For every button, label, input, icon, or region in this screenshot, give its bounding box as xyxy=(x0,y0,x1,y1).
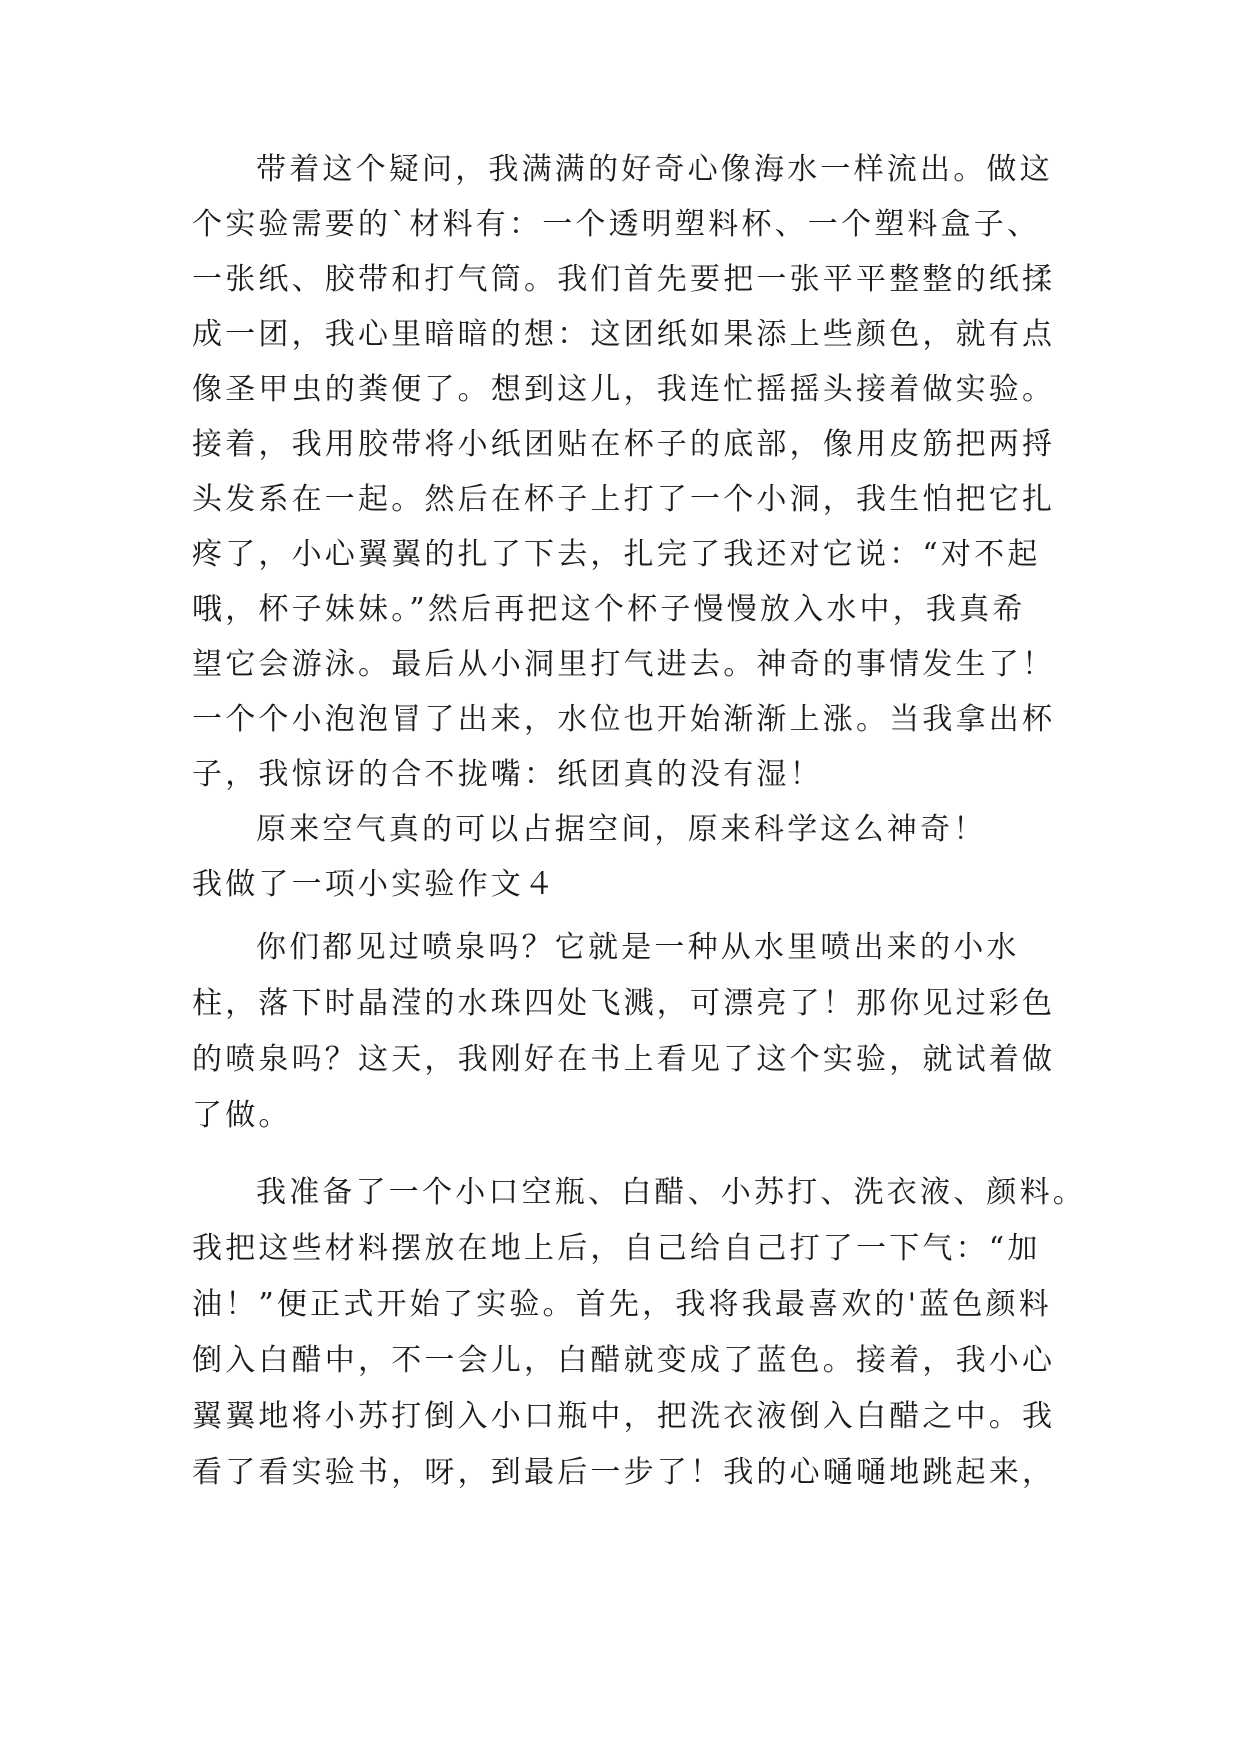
section-heading: 我做了一项小实验作文４ xyxy=(192,867,558,902)
text-line: 接着，我用胶带将小纸团贴在杯子的底部，像用皮筋把两捋 xyxy=(192,427,1056,462)
text-line: 的喷泉吗？这天，我刚好在书上看见了这个实验，就试着做 xyxy=(192,1042,1056,1077)
text-line: 一张纸、胶带和打气筒。我们首先要把一张平平整整的纸揉 xyxy=(192,262,1056,297)
text-line: 疼了，小心翼翼的扎了下去，扎完了我还对它说：“对不起 xyxy=(192,537,1041,572)
text-line: 成一团，我心里暗暗的想：这团纸如果添上些颜色，就有点 xyxy=(192,317,1056,352)
text-line: 望它会游泳。最后从小洞里打气进去。神奇的事情发生了！ xyxy=(192,647,1056,682)
text-line: 倒入白醋中，不一会儿，白醋就变成了蓝色。接着，我小心 xyxy=(192,1343,1056,1378)
text-line: 个实验需要的`材料有：一个透明塑料杯、一个塑料盒子、 xyxy=(192,207,1041,242)
text-line: 哦，杯子妹妹。”然后再把这个杯子慢慢放入水中，我真希 xyxy=(192,592,1026,627)
text-line: 原来空气真的可以占据空间，原来科学这么神奇！ xyxy=(256,812,987,847)
text-line: 头发系在一起。然后在杯子上打了一个小洞，我生怕把它扎 xyxy=(192,482,1056,517)
text-line: 柱，落下时晶滢的水珠四处飞溅，可漂亮了！那你见过彩色 xyxy=(192,986,1056,1021)
text-line: 翼翼地将小苏打倒入小口瓶中，把洗衣液倒入白醋之中。我 xyxy=(192,1399,1056,1434)
text-line: 带着这个疑问，我满满的好奇心像海水一样流出。做这 xyxy=(256,152,1053,187)
text-line: 了做。 xyxy=(192,1098,292,1133)
text-line: 像圣甲虫的粪便了。想到这儿，我连忙摇摇头接着做实验。 xyxy=(192,372,1056,407)
text-line: 油！”便正式开始了实验。首先，我将我最喜欢的'蓝色颜料 xyxy=(192,1287,1052,1322)
text-line: 你们都见过喷泉吗？它就是一种从水里喷出来的小水 xyxy=(256,930,1020,965)
text-line: 我准备了一个小口空瓶、白醋、小苏打、洗衣液、颜料。 xyxy=(256,1175,1086,1210)
text-line: 一个个小泡泡冒了出来，水位也开始渐渐上涨。当我拿出杯 xyxy=(192,702,1056,737)
text-line: 我把这些材料摆放在地上后，自己给自己打了一下气：“加 xyxy=(192,1231,1041,1266)
text-line: 子，我惊讶的合不拢嘴：纸团真的没有湿！ xyxy=(192,757,823,792)
text-line: 看了看实验书，呀，到最后一步了！我的心嗵嗵地跳起来， xyxy=(192,1455,1056,1490)
